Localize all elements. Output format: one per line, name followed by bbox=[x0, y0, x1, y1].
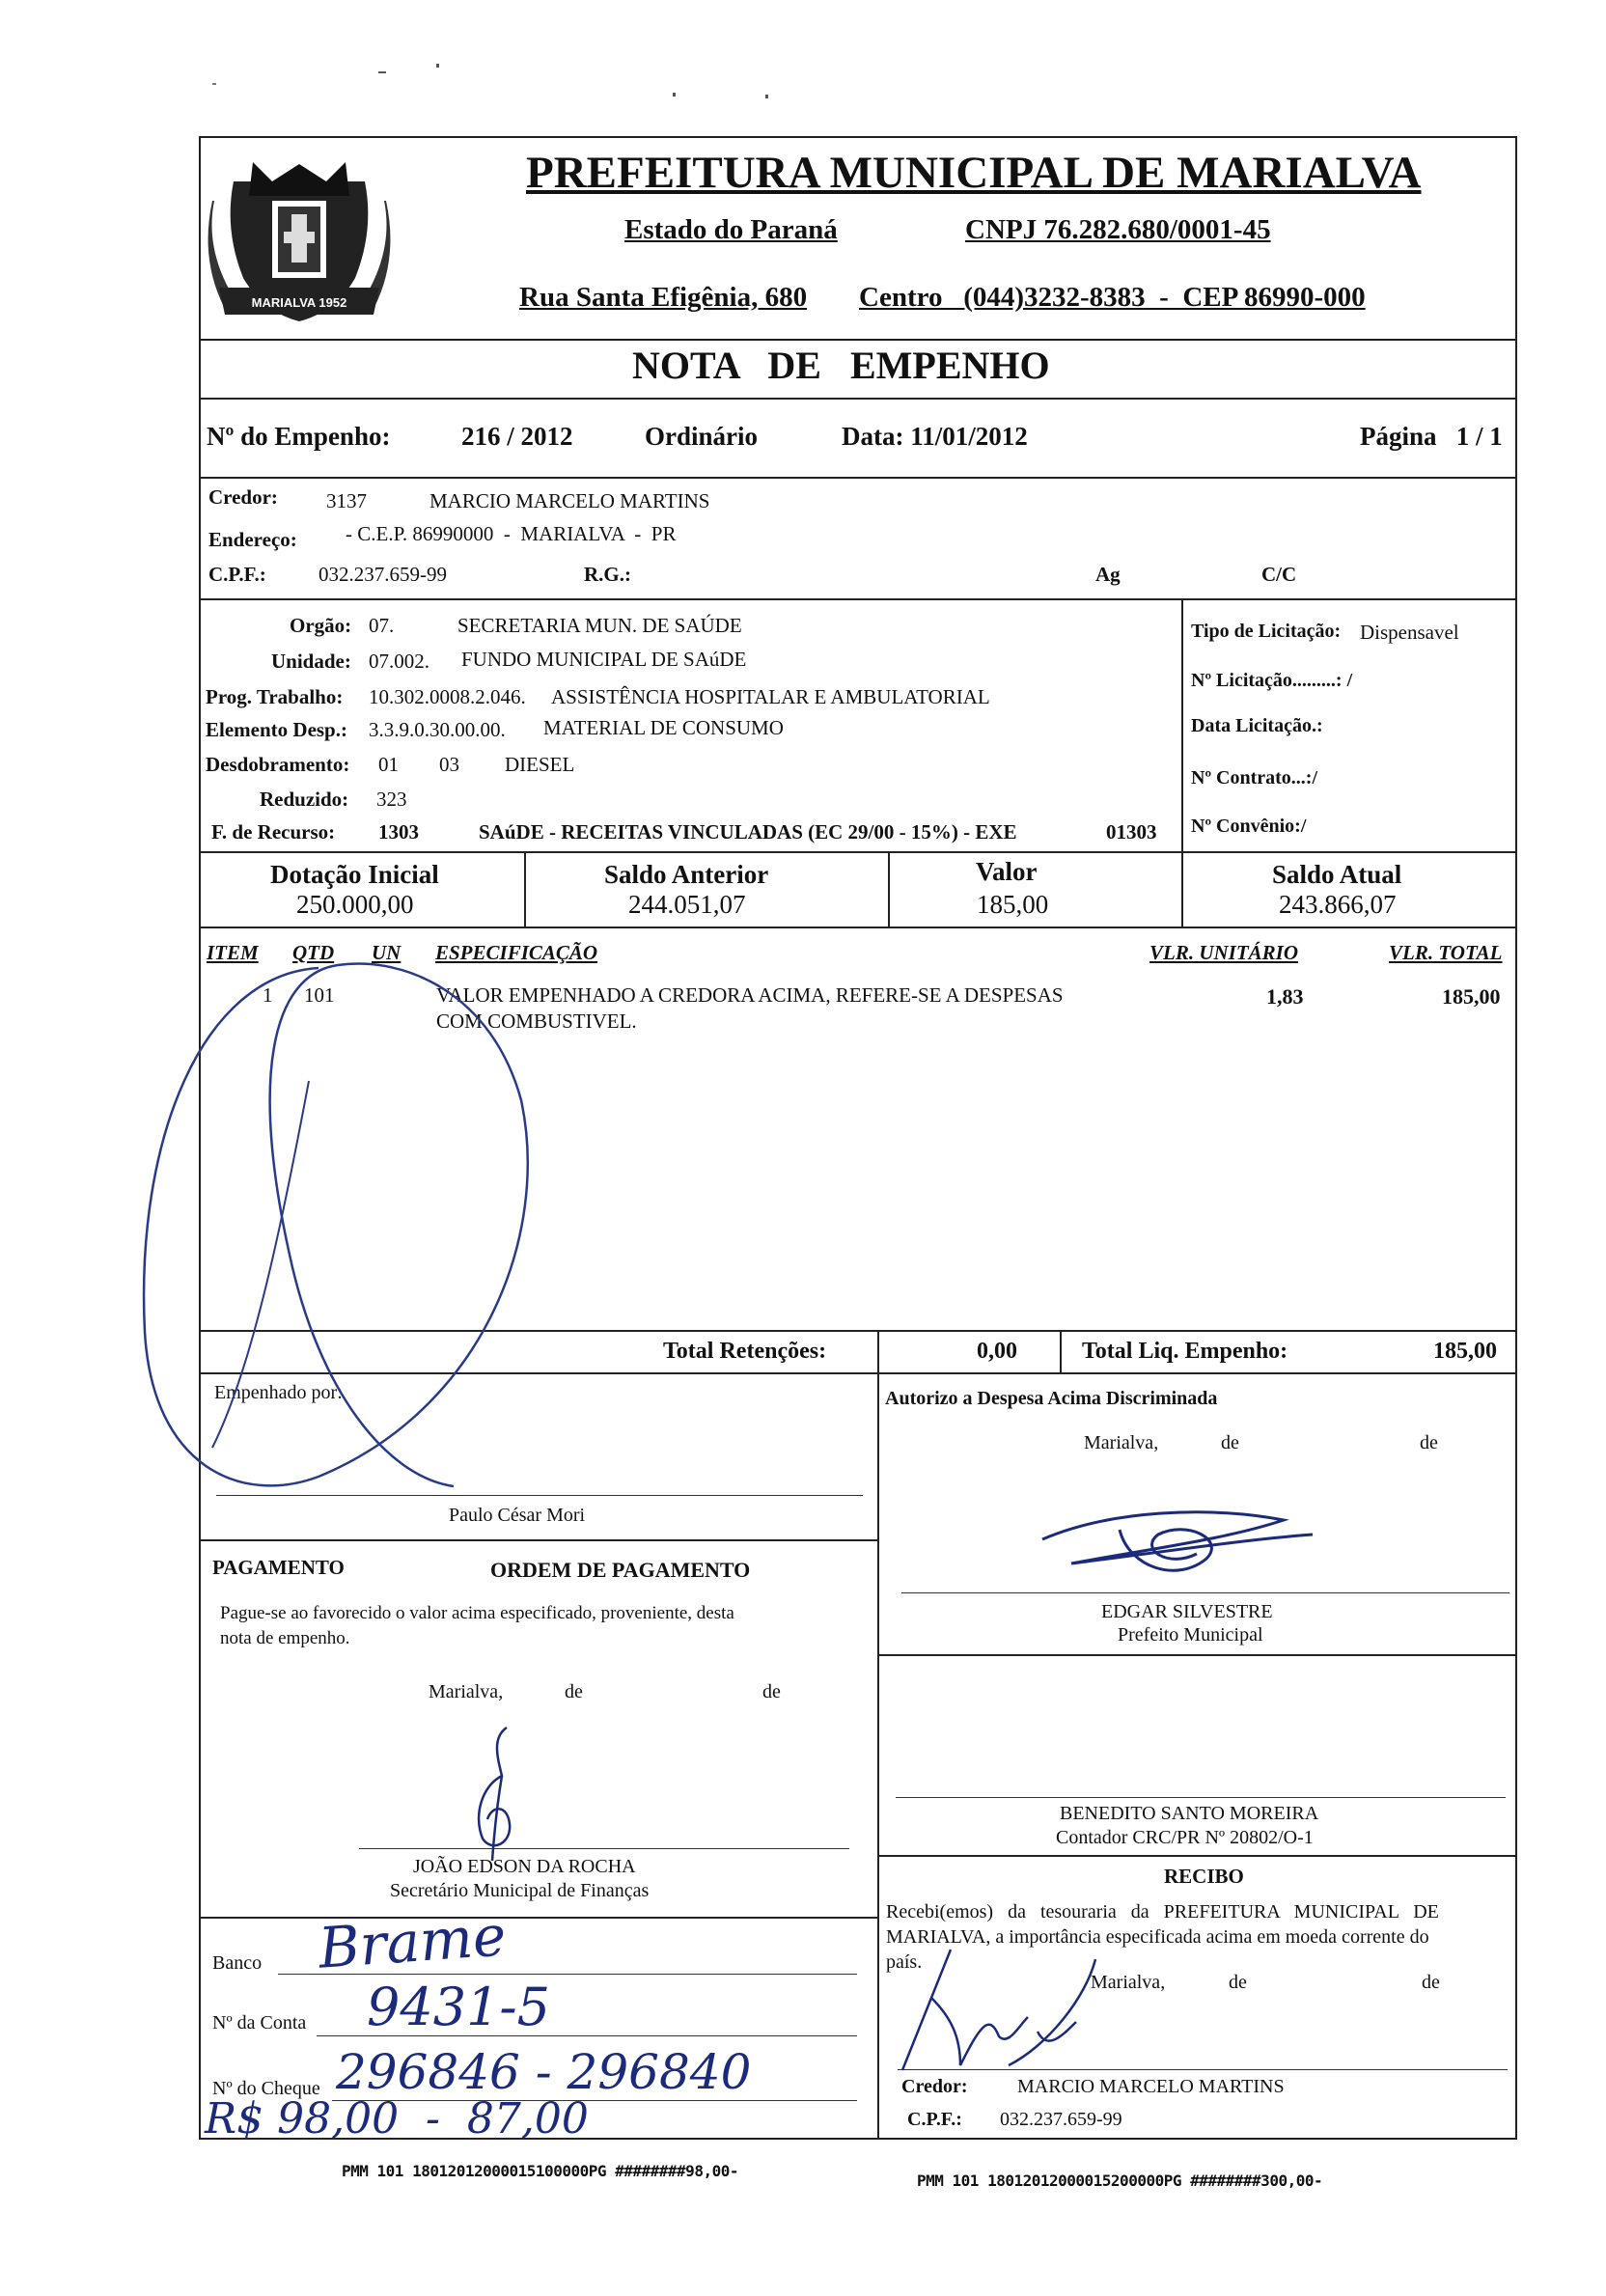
item-qtd: 101 bbox=[304, 983, 335, 1007]
licitacao-data: Data Licitação.: bbox=[1191, 715, 1323, 736]
empenho-type: Ordinário bbox=[645, 422, 759, 451]
empenho-date: Data: 11/01/2012 bbox=[842, 422, 1028, 451]
recibo-cidade: Marialva, bbox=[1091, 1972, 1166, 1993]
recibo-cpf-label: C.P.F.: bbox=[907, 2109, 962, 2130]
pagamento-label: PAGAMENTO bbox=[212, 1556, 345, 1579]
retencoes-label: Total Retenções: bbox=[663, 1339, 827, 1364]
reduzido-value: 323 bbox=[376, 788, 407, 811]
cpf-label: C.P.F.: bbox=[208, 563, 266, 586]
cheque-label: Nº do Cheque bbox=[212, 2078, 320, 2099]
credor-label: Credor: bbox=[208, 485, 278, 509]
liquido-value: 185,00 bbox=[1433, 1339, 1497, 1364]
header-title: PREFEITURA MUNICIPAL DE MARIALVA bbox=[526, 148, 1422, 198]
col-vlr-total: VLR. TOTAL bbox=[1389, 941, 1503, 964]
cpf-value: 032.237.659-99 bbox=[318, 563, 447, 586]
pagamento-de2: de bbox=[762, 1681, 781, 1702]
conta-handwritten: 9431-5 bbox=[367, 1977, 551, 2037]
unidade-code: 07.002. bbox=[369, 650, 429, 673]
elemento-code: 3.3.9.0.30.00.00. bbox=[369, 718, 506, 741]
recibo-texto-1: Recebi(emos) da tesouraria da PREFEITURA MUNICIPAL DE bbox=[886, 1901, 1439, 1923]
desdobramento-label: Desdobramento: bbox=[206, 753, 350, 776]
licitacao-tipo-label: Tipo de Licitação: bbox=[1191, 621, 1342, 642]
credor-code: 3137 bbox=[326, 489, 367, 512]
valor-value: 185,00 bbox=[977, 890, 1049, 919]
empenho-label: Nº do Empenho: bbox=[207, 422, 391, 451]
col-especificacao: ESPECIFICAÇÃO bbox=[435, 941, 598, 964]
recibo-cpf: 032.237.659-99 bbox=[1000, 2109, 1122, 2130]
licitacao-tipo: Dispensavel bbox=[1360, 621, 1459, 644]
orgao-code: 07. bbox=[369, 614, 395, 637]
recurso-number: 01303 bbox=[1106, 820, 1157, 844]
saldo-anterior-label: Saldo Anterior bbox=[604, 860, 769, 889]
item-spec-line1: VALOR EMPENHADO A CREDORA ACIMA, REFERE-SE A DESPESAS bbox=[436, 983, 1064, 1007]
dotacao-value: 250.000,00 bbox=[296, 890, 414, 919]
doc-title: NOTA DE EMPENHO bbox=[632, 344, 1050, 387]
desdobramento-b: 03 bbox=[439, 753, 459, 776]
rg-label: R.G.: bbox=[584, 563, 631, 586]
desdobramento-name: DIESEL bbox=[505, 753, 575, 776]
autorizo-nome: EDGAR SILVESTRE bbox=[1101, 1601, 1273, 1622]
pagamento-texto-1: Pague-se ao favorecido o valor acima especificado, proveniente, desta bbox=[220, 1603, 734, 1623]
mechanical-stamp-right: PMM 101 18012012000015200000PG ########300,00- bbox=[917, 2172, 1323, 2190]
cheque-handwritten: 296846 - 296840 bbox=[336, 2044, 752, 2100]
receiver-signature bbox=[893, 1940, 1105, 2075]
empenho-number: 216 / 2012 bbox=[461, 422, 573, 451]
prog-code: 10.302.0008.2.046. bbox=[369, 685, 526, 708]
item-spec-line2: COM COMBUSTIVEL. bbox=[436, 1010, 637, 1033]
recurso-code: 1303 bbox=[378, 820, 419, 844]
empenhado-nome: Paulo César Mori bbox=[449, 1505, 586, 1526]
recurso-label: F. de Recurso: bbox=[211, 820, 336, 844]
autorizo-de1: de bbox=[1221, 1432, 1239, 1453]
ordem-pagamento: ORDEM DE PAGAMENTO bbox=[490, 1558, 751, 1582]
valor-handwritten: R$ 98,00 - 87,00 bbox=[205, 2094, 589, 2144]
empenhado-label: Empenhado por: bbox=[214, 1382, 343, 1403]
recibo-texto-2: MARIALVA, a importância especificada acima em moeda corrente do bbox=[886, 1926, 1429, 1948]
pagamento-cargo: Secretário Municipal de Finanças bbox=[390, 1880, 650, 1901]
header-state: Estado do Paraná bbox=[624, 214, 838, 245]
cc-label: C/C bbox=[1261, 563, 1297, 586]
licitacao-contrato: Nº Contrato...:/ bbox=[1191, 767, 1318, 788]
col-un: UN bbox=[372, 941, 402, 964]
licitacao-numero: Nº Licitação.........: / bbox=[1191, 670, 1353, 691]
autorizo-label: Autorizo a Despesa Acima Discriminada bbox=[885, 1388, 1218, 1409]
ag-label: Ag bbox=[1095, 563, 1121, 586]
secretary-signature bbox=[454, 1718, 531, 1863]
banco-label: Banco bbox=[212, 1952, 263, 1974]
valor-label: Valor bbox=[976, 857, 1038, 886]
orgao-name: SECRETARIA MUN. DE SAÚDE bbox=[457, 614, 742, 637]
pagamento-texto-2: nota de empenho. bbox=[220, 1628, 350, 1648]
saldo-anterior-value: 244.051,07 bbox=[628, 890, 746, 919]
unidade-name: FUNDO MUNICIPAL DE SAúDE bbox=[461, 648, 747, 671]
mechanical-stamp-left: PMM 101 18012012000015100000PG ########98,00- bbox=[342, 2162, 738, 2180]
recibo-de1: de bbox=[1229, 1972, 1247, 1993]
contador-nome: BENEDITO SANTO MOREIRA bbox=[1060, 1803, 1319, 1824]
contador-cargo: Contador CRC/PR Nº 20802/O-1 bbox=[1056, 1827, 1314, 1848]
col-item: ITEM bbox=[207, 941, 259, 964]
licitacao-convenio: Nº Convênio:/ bbox=[1191, 816, 1307, 837]
autorizo-de2: de bbox=[1420, 1432, 1438, 1453]
pagamento-cidade: Marialva, bbox=[429, 1681, 504, 1702]
item-vlr-total: 185,00 bbox=[1442, 984, 1501, 1009]
recibo-credor-label: Credor: bbox=[901, 2076, 968, 2097]
prog-label: Prog. Trabalho: bbox=[206, 685, 344, 708]
header-street: Rua Santa Efigênia, 680 bbox=[519, 282, 808, 313]
mayor-signature bbox=[1033, 1501, 1322, 1597]
pagamento-nome: JOÃO EDSON DA ROCHA bbox=[413, 1856, 636, 1877]
recibo-texto-3: país. bbox=[886, 1951, 923, 1973]
liquido-label: Total Liq. Empenho: bbox=[1082, 1339, 1288, 1364]
elemento-name: MATERIAL DE CONSUMO bbox=[543, 716, 784, 739]
autorizo-cidade: Marialva, bbox=[1084, 1432, 1159, 1453]
saldo-atual-value: 243.866,07 bbox=[1279, 890, 1397, 919]
recurso-name: SAúDE - RECEITAS VINCULADAS (EC 29/00 - 15%) - EXE bbox=[479, 820, 1017, 844]
col-vlr-unitario: VLR. UNITÁRIO bbox=[1149, 941, 1299, 964]
item-vlr-unitario: 1,83 bbox=[1266, 984, 1304, 1009]
endereco-value: - C.E.P. 86990000 - MARIALVA - PR bbox=[346, 522, 677, 545]
recibo-title: RECIBO bbox=[1164, 1865, 1244, 1888]
prog-name: ASSISTÊNCIA HOSPITALAR E AMBULATORIAL bbox=[551, 685, 990, 708]
desdobramento-a: 01 bbox=[378, 753, 399, 776]
col-qtd: QTD bbox=[292, 941, 335, 964]
banco-handwritten: Brame bbox=[316, 1902, 509, 1981]
pagamento-de1: de bbox=[565, 1681, 583, 1702]
recibo-credor: MARCIO MARCELO MARTINS bbox=[1017, 2076, 1285, 2097]
item-number: 1 bbox=[263, 983, 273, 1007]
reduzido-label: Reduzido: bbox=[260, 788, 349, 811]
orgao-label: Orgão: bbox=[290, 614, 352, 637]
recibo-de2: de bbox=[1422, 1972, 1440, 1993]
saldo-atual-label: Saldo Atual bbox=[1272, 860, 1402, 889]
svg-text:MARIALVA 1952: MARIALVA 1952 bbox=[251, 295, 347, 310]
header-address: Centro (044)3232-8383 - CEP 86990-000 bbox=[859, 282, 1366, 313]
elemento-label: Elemento Desp.: bbox=[206, 718, 347, 741]
retencoes-value: 0,00 bbox=[977, 1339, 1017, 1364]
page-number: Página 1 / 1 bbox=[1360, 422, 1503, 451]
header-cnpj: CNPJ 76.282.680/0001-45 bbox=[965, 214, 1271, 245]
credor-name: MARCIO MARCELO MARTINS bbox=[429, 489, 710, 512]
autorizo-cargo: Prefeito Municipal bbox=[1118, 1624, 1263, 1646]
unidade-label: Unidade: bbox=[271, 650, 351, 673]
conta-label: Nº da Conta bbox=[212, 2012, 307, 2033]
endereco-label: Endereço: bbox=[208, 528, 297, 551]
dotacao-label: Dotação Inicial bbox=[270, 860, 439, 889]
